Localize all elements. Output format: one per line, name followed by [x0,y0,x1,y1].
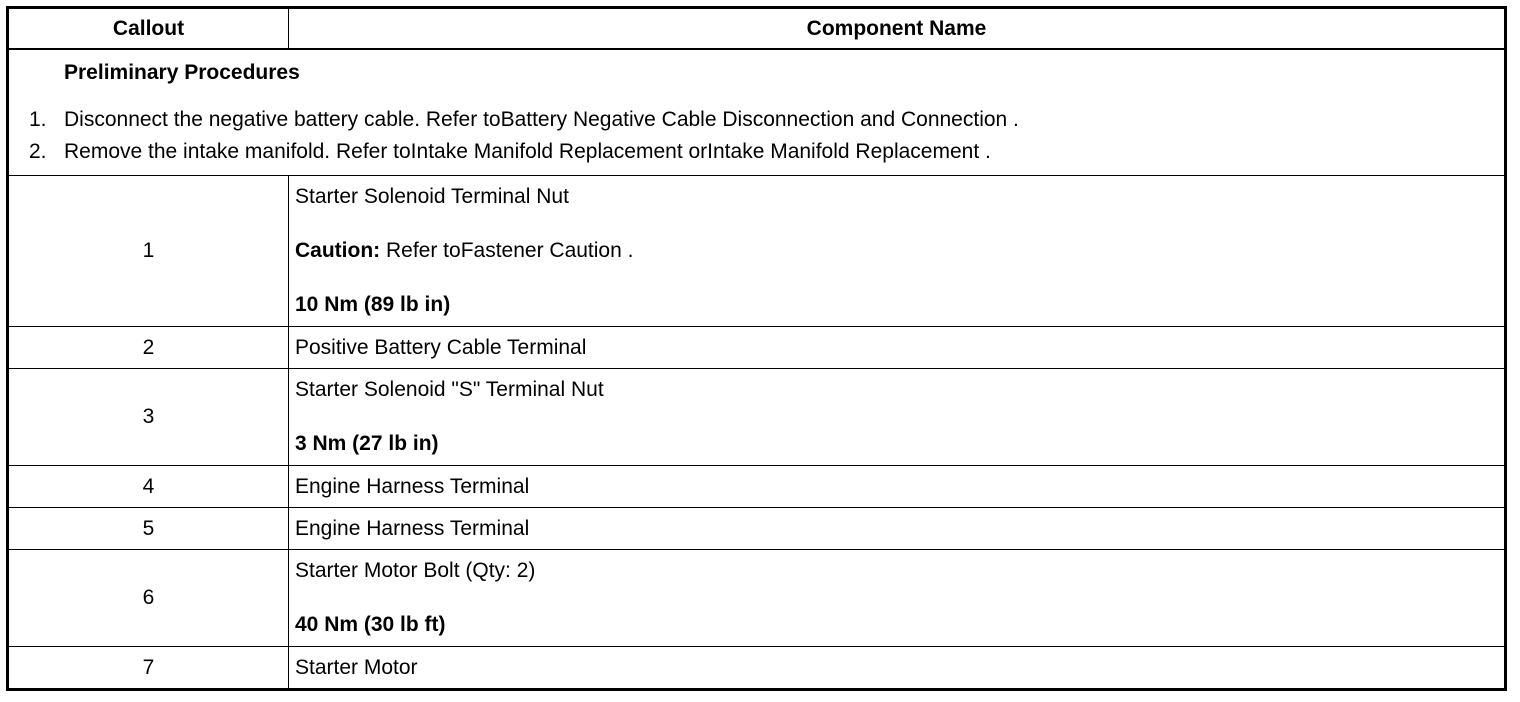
list-item [9,104,1504,136]
component-name: Starter Solenoid Terminal Nut [295,185,569,208]
table-row [8,647,1506,690]
header-callout: Callout [8,8,289,50]
step-number: 1. [29,108,47,131]
step-text: Remove the intake manifold. Refer toIntake Manifold Replacement orIntake Manifold Replacement . [64,140,991,163]
callout-cell: 6 [8,550,289,647]
callout-cell: 4 [8,466,289,508]
caution-label: Caution: [295,239,381,262]
caution-text: Refer toFastener Caution . [380,239,634,262]
preliminary-title: Preliminary Procedures [64,61,300,84]
component-cell [289,550,1506,647]
torque-spec: 40 Nm (30 lb ft) [295,613,446,636]
callout-cell: 5 [8,508,289,550]
table-row [8,369,1506,466]
preliminary-steps [9,104,1504,168]
table-header-row [8,8,1506,50]
component-name: Starter Solenoid "S" Terminal Nut [295,378,604,401]
component-table [6,6,1507,691]
component-cell: Positive Battery Cable Terminal [289,327,1506,369]
torque-spec: 10 Nm (89 lb in) [295,293,451,316]
step-text: Disconnect the negative battery cable. Refer toBattery Negative Cable Disconnection and Connection . [64,108,1019,131]
header-component-name: Component Name [289,8,1506,50]
table-row [8,176,1506,327]
table-row [8,327,1506,369]
table-row [8,466,1506,508]
caution-note [295,236,1504,266]
callout-cell: 1 [8,176,289,327]
torque-spec: 3 Nm (27 lb in) [295,432,439,455]
list-item [9,136,1504,168]
callout-cell: 2 [8,327,289,369]
step-number: 2. [29,140,47,163]
callout-cell: 7 [8,647,289,690]
component-name: Starter Motor Bolt (Qty: 2) [295,559,536,582]
component-cell [289,369,1506,466]
component-cell: Starter Motor [289,647,1506,690]
component-cell: Engine Harness Terminal [289,466,1506,508]
table-row [8,550,1506,647]
preliminary-row [8,49,1506,176]
table-row [8,508,1506,550]
callout-cell: 3 [8,369,289,466]
preliminary-procedures [8,49,1506,176]
component-cell [289,176,1506,327]
component-cell: Engine Harness Terminal [289,508,1506,550]
